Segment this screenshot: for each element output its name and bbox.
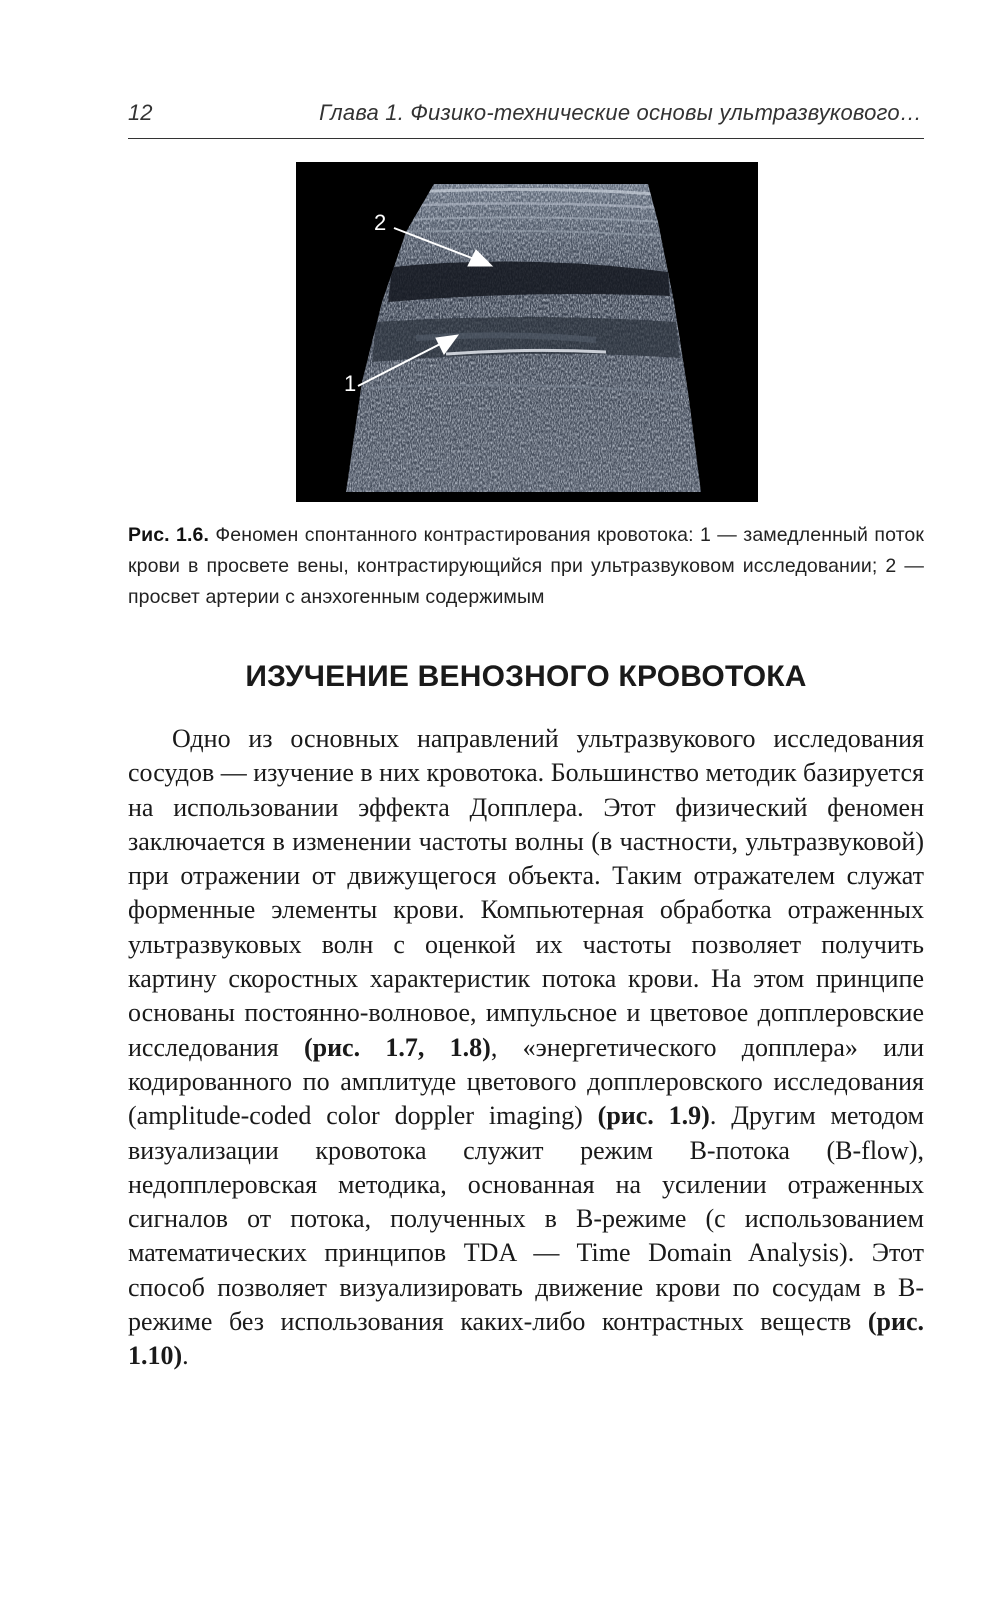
page-number: 12 <box>128 100 153 125</box>
body-paragraph <box>128 722 924 1374</box>
caption-label: Рис. 1.6. <box>128 524 209 546</box>
paragraph-text-4: . <box>182 1341 189 1371</box>
paragraph-text-3: . Другим методом визуализации кровотока служит режим В-потока (B-flow), недопплеровская методика, основанная на усилении отраженных сигналов от потока, полученных в В-режиме (с использованием математических принципов TDA — Time Domain Analysis). Этот способ позволяет визуализировать движение крови по сосудам в В-режиме без использования каких-либо контрастных веществ <box>128 1101 924 1337</box>
page-header <box>128 98 924 139</box>
figure-reference: (рис. 1.7, 1.8) <box>303 1032 491 1062</box>
figure-caption <box>128 520 924 613</box>
figure-reference: (рис. 1.9) <box>597 1101 710 1131</box>
caption-text: Феномен спонтанного контрастирования кровотока: 1 — замедленный поток крови в просвете вены, контрастирующийся при ультразвуковом исследовании; 2 — просвет артерии с анэхогенным содержимым <box>128 524 924 608</box>
section-title: ИЗУЧЕНИЕ ВЕНОЗНОГО КРОВОТОКА <box>245 660 807 693</box>
running-head: Глава 1. Физико-технические основы ультразвукового… <box>319 100 922 125</box>
figure-label-1: 1 <box>344 371 357 396</box>
ultrasound-image <box>296 162 758 502</box>
figure-reference: (рис. 1.10) <box>128 1307 924 1371</box>
ultrasound-scan-graphic <box>296 162 758 502</box>
figure-label-2: 2 <box>374 210 387 235</box>
paragraph-text-1: Одно из основных направлений ультразвукового исследования сосудов — изучение в них кровотока. Большинство методик базируется на использовании эффекта Допплера. Этот физический феномен заключается в изменении частоты волны (в частности, ультразвуковой) при отражении от движущегося объекта. Таким отражателем служат форменные элементы крови. Компьютерная обработка отраженных ультразвуковых волн с оценкой их частоты позволяет получить картину скоростных характеристик потока крови. На этом принципе основаны постоянно-волновое, импульсное и цветовое допплеровские исследования <box>128 724 924 1062</box>
paragraph-text-2: , «энергетического допплера» или кодированного по амплитуде цветового допплеровского исследования (amplitude-coded color doppler imaging) <box>128 1032 925 1131</box>
